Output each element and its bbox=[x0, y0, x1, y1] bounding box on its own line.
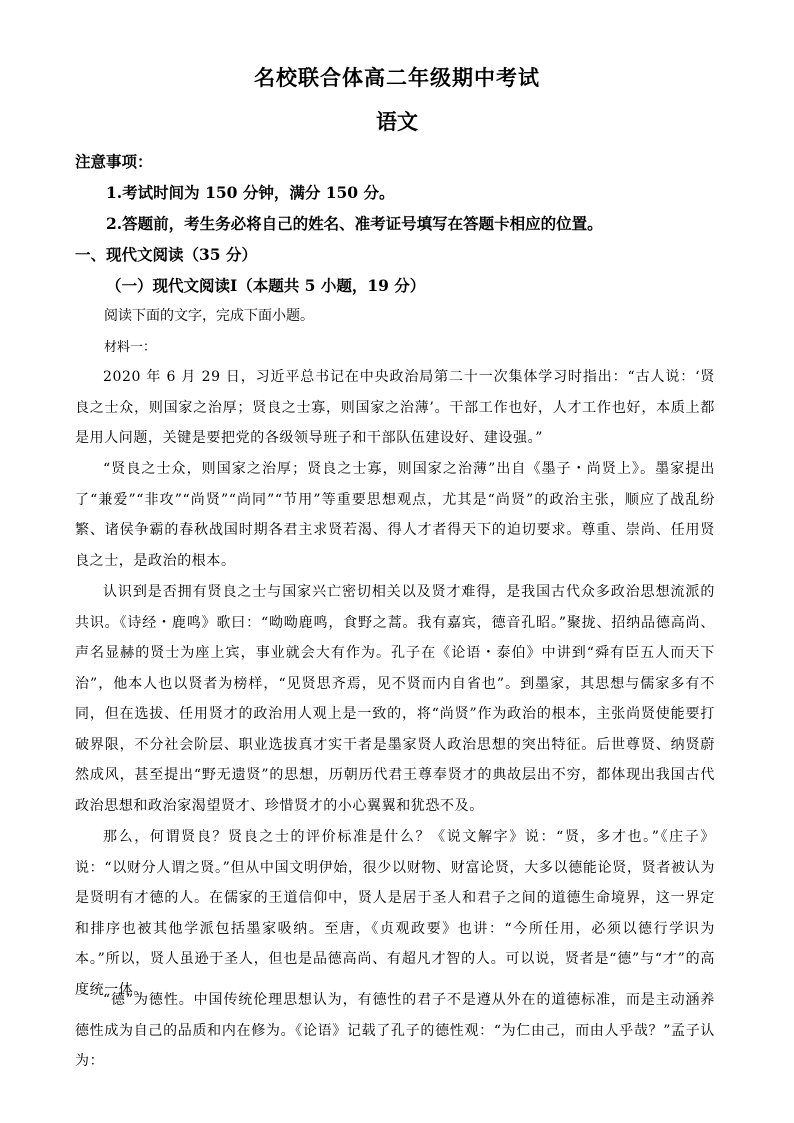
section-heading: 一、现代文阅读（35 分） bbox=[75, 245, 257, 264]
paragraph-3: 认识到是否拥有贤良之士与国家兴亡密切相关以及贤才难得，是我国古代众多政治思想流派的共识。《诗经・鹿鸣》歌曰：“呦呦鹿鸣，食野之蒿。我有嘉宾，德音孔昭。”聚拢、招纳品德高尚、声名显赫的贤士为座上宾，事业就会大有作为。孔子在《论语・泰伯》中讲到“舜有臣五人而天下治”，他本人也以贤者为榜样，“见贤思齐焉，见不贤而内自省也”。到墨家，其思想与儒家多有不同，但在选拔、任用贤才的政治用人观上是一致的，将“尚贤”作为政治的根本，主张尚贤使能要打破界限，不分社会阶层、职业选拔真才实干者是墨家贤人政治思想的突出特征。后世尊贤、纳贤蔚然成风，甚至提出“野无遗贤”的思想，历朝历代君王尊奉贤才的典故层出不穷，都体现出我国古代政治思想和政治家渴望贤才、珍惜贤才的小心翼翼和犹恐不及。 bbox=[75, 584, 715, 814]
subject-title: 语文 bbox=[376, 109, 418, 134]
paragraph-5: “德”为德性。中国传统伦理思想认为，有德性的君子不是遵从外在的道德标准，而是主动涵养德性成为自己的品质和内在修为。《论语》记载了孔子的德性观：“为仁由己，而由人乎哉？”孟子认为： bbox=[75, 992, 715, 1069]
exam-title: 名校联合体高二年级期中考试 bbox=[254, 65, 540, 90]
notice-item-1: 1.考试时间为 150 分钟，满分 150 分。 bbox=[106, 183, 395, 202]
paragraph-4: 那么，何谓贤良？贤良之士的评价标准是什么？《说文解字》说：“贤，多才也。”《庄子》说：“以财分人谓之贤。”但从中国文明伊始，很少以财物、财富论贤，大多以德能论贤，贤者被认为是贤明有才德的人。在儒家的王道信仰中，贤人是居于圣人和君子之间的道德生命境界，这一界定和排序也被其他学派包括墨家吸纳。至唐，《贞观政要》也讲：“今所任用，必须以德行学识为本。”所以，贤人虽逊于圣人，但也是品德高尚、有超凡才智的人。可以说，贤者是“德”与“才”的高度统一体。 bbox=[75, 829, 715, 998]
notice-heading: 注意事项： bbox=[75, 152, 153, 171]
notice-item-2: 2.答题前，考生务必将自己的姓名、准考证号填写在答题卡相应的位置。 bbox=[106, 214, 603, 233]
paragraph-2: “贤良之士众，则国家之治厚；贤良之士寡，则国家之治薄”出自《墨子・尚贤上》。墨家提出了“兼爱”“非攻”“尚贤”“尚同”“节用”等重要思想观点，尤其是“尚贤”的政治主张，顺应了战乱纷繁、诸侯争霸的春秋战国时期各君主求贤若渴、得人才者得天下的迫切要求。尊重、崇尚、任用贤良之士，是政治的根本。 bbox=[75, 461, 715, 569]
reading-instruction: 阅读下面的文字，完成下面小题。 bbox=[104, 308, 314, 324]
section-subheading: （一）现代文阅读Ⅰ（本题共 5 小题，19 分） bbox=[106, 276, 426, 295]
paragraph-1: 2020 年 6 月 29 日，习近平总书记在中央政治局第二十一次集体学习时指出：“古人说：‘贤良之士众，则国家之治厚；贤良之士寡，则国家之治薄’。干部工作也好，人才工作也好，本质上都是用人问题，关键是要把党的各级领导班子和干部队伍建设好、建设强。” bbox=[75, 369, 715, 446]
material-label: 材料一： bbox=[104, 340, 157, 355]
